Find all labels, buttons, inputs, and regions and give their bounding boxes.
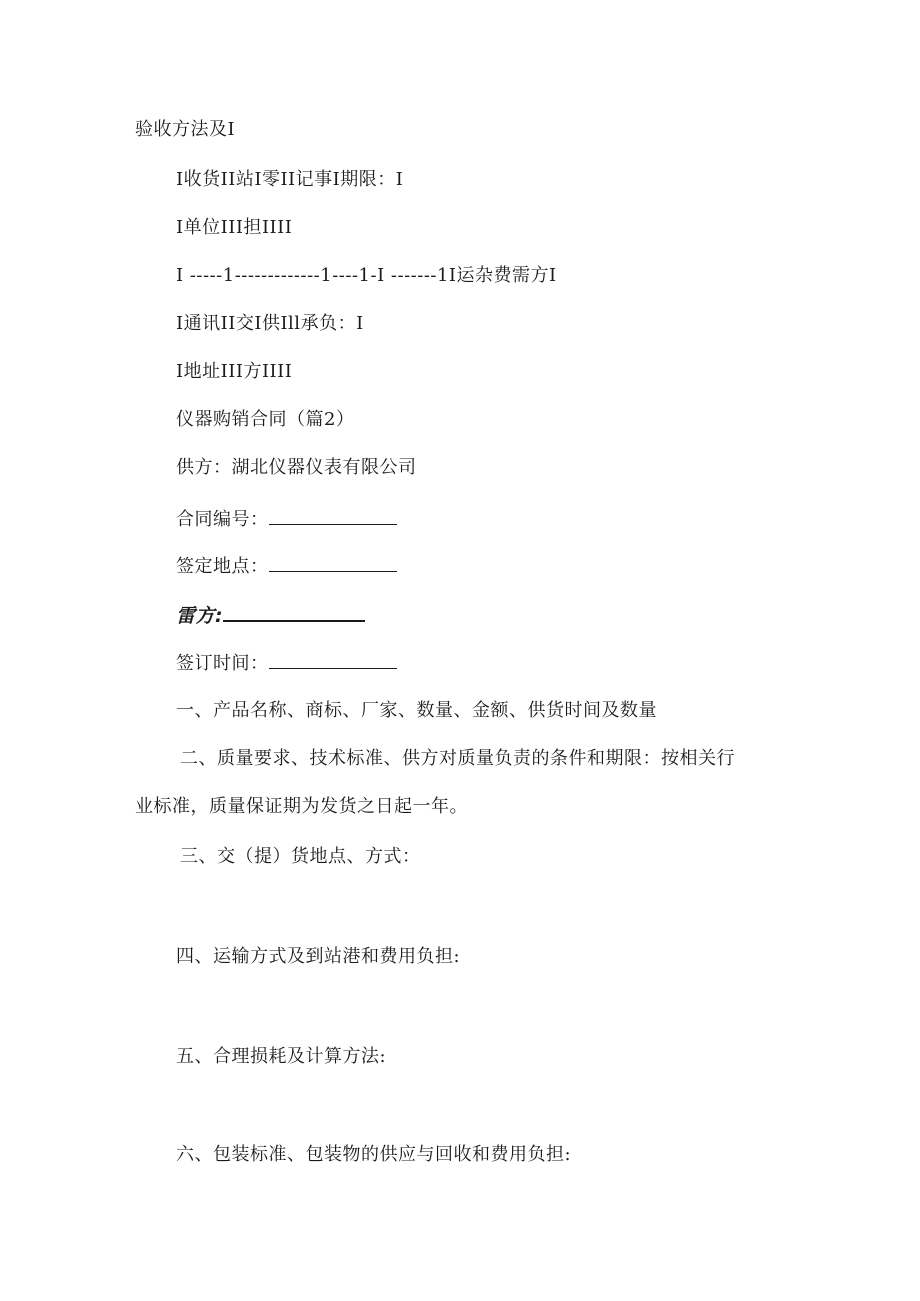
table-fragment-line-5: I地址III方IIII [176,361,293,382]
sign-place-field [176,553,397,579]
section-2-line-2: 业标准，质量保证期为发货之日起一年。 [135,796,468,817]
sign-time-blank [269,650,397,669]
section-4: 四、运输方式及到站港和费用负担: [176,946,461,967]
buyer-label: 雷方: [176,605,224,627]
contract-number-label: 合同编号： [176,509,269,530]
supplier-line: 供方：湖北仪器仪表有限公司 [176,457,417,478]
contract-number-blank [269,506,397,525]
sign-time-label: 签订时间： [176,653,269,674]
sign-place-blank [269,553,397,572]
buyer-blank [223,602,365,622]
contract-number-field [176,506,397,532]
section-1: 一、产品名称、商标、厂家、数量、金额、供货时间及数量 [176,700,657,721]
contract-title: 仪器购销合同（篇2） [176,409,355,430]
section-5: 五、合理损耗及计算方法: [176,1046,387,1067]
table-fragment-line-2: I单位III担IIII [176,217,293,238]
section-3: 三、交（提）货地点、方式： [180,846,421,867]
table-fragment-line-1: I收货II站I零II记事I期限：I [176,169,404,190]
table-fragment-line-3: I -----1-------------1----1-I -------1I运杂费需方I [176,265,557,286]
sign-place-label: 签定地点： [176,556,269,577]
section-2-line-1: 二、质量要求、技术标准、供方对质量负责的条件和期限：按相关行 [180,748,735,769]
buyer-field [176,602,365,628]
acceptance-method-line: 验收方法及I [135,119,236,140]
section-6: 六、包装标准、包装物的供应与回收和费用负担: [176,1144,572,1165]
table-fragment-line-4: I通讯II交I供Ill承负：I [176,313,364,334]
sign-time-field [176,650,397,676]
